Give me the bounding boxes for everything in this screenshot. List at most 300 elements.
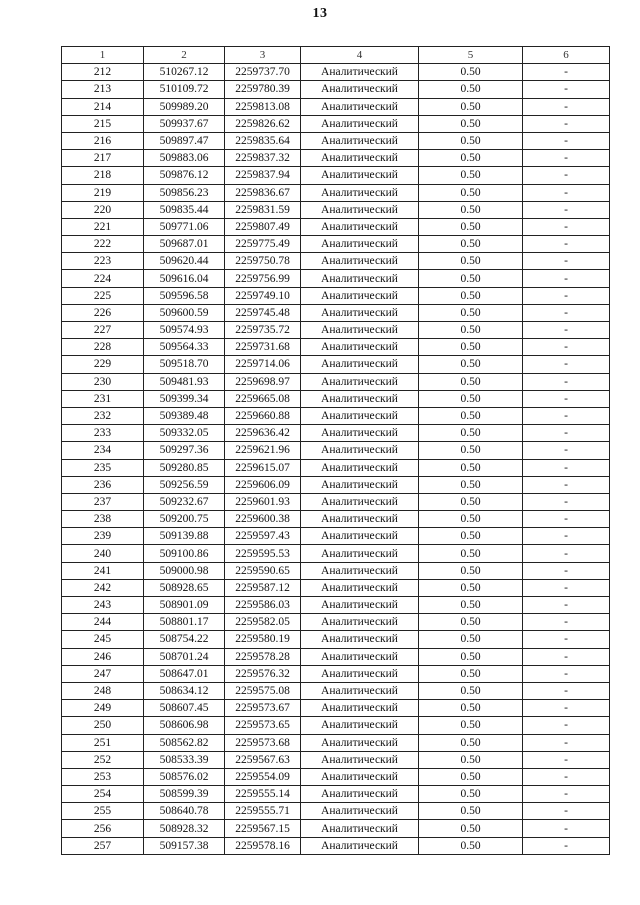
cell-method: Аналитический <box>301 115 419 132</box>
cell-point-number: 243 <box>62 597 144 614</box>
cell-point-number: 234 <box>62 442 144 459</box>
cell-method: Аналитический <box>301 81 419 98</box>
cell-method: Аналитический <box>301 803 419 820</box>
cell-x-coordinate: 509332.05 <box>144 425 225 442</box>
cell-description: - <box>523 150 610 167</box>
column-header-description: 6 <box>523 47 610 64</box>
table-row <box>62 786 610 803</box>
cell-method: Аналитический <box>301 253 419 270</box>
cell-accuracy: 0.50 <box>419 270 523 287</box>
cell-point-number: 241 <box>62 562 144 579</box>
cell-method: Аналитический <box>301 201 419 218</box>
cell-x-coordinate: 509897.47 <box>144 132 225 149</box>
cell-point-number: 246 <box>62 648 144 665</box>
cell-method: Аналитический <box>301 493 419 510</box>
cell-x-coordinate: 508647.01 <box>144 665 225 682</box>
cell-point-number: 227 <box>62 322 144 339</box>
cell-point-number: 239 <box>62 528 144 545</box>
table-row <box>62 734 610 751</box>
header-row <box>62 47 610 64</box>
cell-point-number: 221 <box>62 218 144 235</box>
cell-method: Аналитический <box>301 270 419 287</box>
cell-accuracy: 0.50 <box>419 511 523 528</box>
cell-point-number: 218 <box>62 167 144 184</box>
table-row <box>62 545 610 562</box>
cell-y-coordinate: 2259665.08 <box>225 390 301 407</box>
cell-description: - <box>523 184 610 201</box>
cell-x-coordinate: 508634.12 <box>144 682 225 699</box>
cell-x-coordinate: 509399.34 <box>144 390 225 407</box>
cell-x-coordinate: 509518.70 <box>144 356 225 373</box>
cell-method: Аналитический <box>301 700 419 717</box>
cell-description: - <box>523 734 610 751</box>
table-row <box>62 167 610 184</box>
cell-y-coordinate: 2259575.08 <box>225 682 301 699</box>
cell-accuracy: 0.50 <box>419 442 523 459</box>
cell-point-number: 247 <box>62 665 144 682</box>
cell-method: Аналитический <box>301 751 419 768</box>
cell-x-coordinate: 509100.86 <box>144 545 225 562</box>
cell-method: Аналитический <box>301 837 419 854</box>
cell-method: Аналитический <box>301 562 419 579</box>
cell-x-coordinate: 508599.39 <box>144 786 225 803</box>
cell-x-coordinate: 510109.72 <box>144 81 225 98</box>
cell-y-coordinate: 2259621.96 <box>225 442 301 459</box>
table-row <box>62 751 610 768</box>
cell-y-coordinate: 2259586.03 <box>225 597 301 614</box>
cell-accuracy: 0.50 <box>419 115 523 132</box>
table-row <box>62 339 610 356</box>
cell-x-coordinate: 508928.65 <box>144 579 225 596</box>
cell-y-coordinate: 2259573.67 <box>225 700 301 717</box>
cell-y-coordinate: 2259745.48 <box>225 304 301 321</box>
cell-point-number: 224 <box>62 270 144 287</box>
cell-x-coordinate: 509574.93 <box>144 322 225 339</box>
cell-accuracy: 0.50 <box>419 614 523 631</box>
table-row <box>62 717 610 734</box>
table-row <box>62 81 610 98</box>
table-row <box>62 184 610 201</box>
table-row <box>62 425 610 442</box>
column-header-method: 4 <box>301 47 419 64</box>
cell-point-number: 231 <box>62 390 144 407</box>
cell-method: Аналитический <box>301 150 419 167</box>
table-row <box>62 253 610 270</box>
cell-y-coordinate: 2259780.39 <box>225 81 301 98</box>
cell-accuracy: 0.50 <box>419 717 523 734</box>
cell-x-coordinate: 508901.09 <box>144 597 225 614</box>
cell-accuracy: 0.50 <box>419 528 523 545</box>
cell-x-coordinate: 508533.39 <box>144 751 225 768</box>
cell-accuracy: 0.50 <box>419 339 523 356</box>
cell-y-coordinate: 2259698.97 <box>225 373 301 390</box>
cell-accuracy: 0.50 <box>419 648 523 665</box>
cell-description: - <box>523 493 610 510</box>
table-row <box>62 820 610 837</box>
table-row <box>62 132 610 149</box>
cell-accuracy: 0.50 <box>419 201 523 218</box>
cell-method: Аналитический <box>301 786 419 803</box>
cell-description: - <box>523 682 610 699</box>
table-row <box>62 597 610 614</box>
cell-x-coordinate: 509856.23 <box>144 184 225 201</box>
cell-point-number: 222 <box>62 236 144 253</box>
cell-description: - <box>523 786 610 803</box>
cell-y-coordinate: 2259580.19 <box>225 631 301 648</box>
table-row <box>62 493 610 510</box>
cell-point-number: 235 <box>62 459 144 476</box>
cell-x-coordinate: 509232.67 <box>144 493 225 510</box>
cell-point-number: 242 <box>62 579 144 596</box>
cell-point-number: 252 <box>62 751 144 768</box>
cell-description: - <box>523 390 610 407</box>
cell-method: Аналитический <box>301 407 419 424</box>
cell-method: Аналитический <box>301 304 419 321</box>
cell-x-coordinate: 508640.78 <box>144 803 225 820</box>
cell-point-number: 217 <box>62 150 144 167</box>
cell-method: Аналитический <box>301 356 419 373</box>
cell-description: - <box>523 64 610 81</box>
table-row <box>62 373 610 390</box>
cell-x-coordinate: 509139.88 <box>144 528 225 545</box>
table-row <box>62 407 610 424</box>
cell-accuracy: 0.50 <box>419 803 523 820</box>
cell-description: - <box>523 236 610 253</box>
cell-point-number: 250 <box>62 717 144 734</box>
cell-point-number: 253 <box>62 768 144 785</box>
cell-method: Аналитический <box>301 132 419 149</box>
table-body <box>62 64 610 855</box>
cell-x-coordinate: 509000.98 <box>144 562 225 579</box>
cell-accuracy: 0.50 <box>419 64 523 81</box>
cell-method: Аналитический <box>301 528 419 545</box>
cell-point-number: 240 <box>62 545 144 562</box>
cell-x-coordinate: 509157.38 <box>144 837 225 854</box>
cell-x-coordinate: 509200.75 <box>144 511 225 528</box>
cell-method: Аналитический <box>301 442 419 459</box>
table-row <box>62 648 610 665</box>
table-row <box>62 150 610 167</box>
table-row <box>62 579 610 596</box>
cell-method: Аналитический <box>301 459 419 476</box>
cell-method: Аналитический <box>301 218 419 235</box>
table-row <box>62 837 610 854</box>
cell-y-coordinate: 2259576.32 <box>225 665 301 682</box>
cell-accuracy: 0.50 <box>419 253 523 270</box>
cell-description: - <box>523 837 610 854</box>
cell-y-coordinate: 2259775.49 <box>225 236 301 253</box>
cell-point-number: 244 <box>62 614 144 631</box>
cell-y-coordinate: 2259714.06 <box>225 356 301 373</box>
cell-description: - <box>523 511 610 528</box>
cell-x-coordinate: 509280.85 <box>144 459 225 476</box>
coordinates-table <box>61 46 610 855</box>
cell-point-number: 228 <box>62 339 144 356</box>
cell-accuracy: 0.50 <box>419 459 523 476</box>
cell-description: - <box>523 201 610 218</box>
cell-x-coordinate: 509297.36 <box>144 442 225 459</box>
cell-description: - <box>523 339 610 356</box>
cell-accuracy: 0.50 <box>419 734 523 751</box>
table-row <box>62 700 610 717</box>
cell-x-coordinate: 509687.01 <box>144 236 225 253</box>
cell-x-coordinate: 509564.33 <box>144 339 225 356</box>
cell-description: - <box>523 322 610 339</box>
cell-y-coordinate: 2259615.07 <box>225 459 301 476</box>
cell-x-coordinate: 509389.48 <box>144 407 225 424</box>
table-row <box>62 528 610 545</box>
cell-description: - <box>523 115 610 132</box>
cell-accuracy: 0.50 <box>419 184 523 201</box>
cell-description: - <box>523 820 610 837</box>
cell-accuracy: 0.50 <box>419 597 523 614</box>
table-row <box>62 614 610 631</box>
cell-accuracy: 0.50 <box>419 562 523 579</box>
cell-x-coordinate: 509600.59 <box>144 304 225 321</box>
cell-point-number: 215 <box>62 115 144 132</box>
cell-method: Аналитический <box>301 545 419 562</box>
cell-x-coordinate: 509835.44 <box>144 201 225 218</box>
column-header-accuracy: 5 <box>419 47 523 64</box>
cell-description: - <box>523 562 610 579</box>
cell-y-coordinate: 2259567.15 <box>225 820 301 837</box>
table-row <box>62 682 610 699</box>
cell-accuracy: 0.50 <box>419 150 523 167</box>
cell-y-coordinate: 2259737.70 <box>225 64 301 81</box>
table-row <box>62 98 610 115</box>
cell-point-number: 225 <box>62 287 144 304</box>
cell-description: - <box>523 597 610 614</box>
cell-x-coordinate: 508701.24 <box>144 648 225 665</box>
table-row <box>62 304 610 321</box>
cell-y-coordinate: 2259582.05 <box>225 614 301 631</box>
cell-method: Аналитический <box>301 648 419 665</box>
cell-point-number: 255 <box>62 803 144 820</box>
cell-y-coordinate: 2259600.38 <box>225 511 301 528</box>
cell-y-coordinate: 2259756.99 <box>225 270 301 287</box>
cell-accuracy: 0.50 <box>419 700 523 717</box>
cell-y-coordinate: 2259587.12 <box>225 579 301 596</box>
cell-point-number: 232 <box>62 407 144 424</box>
cell-method: Аналитический <box>301 682 419 699</box>
cell-point-number: 214 <box>62 98 144 115</box>
cell-point-number: 251 <box>62 734 144 751</box>
cell-description: - <box>523 579 610 596</box>
cell-accuracy: 0.50 <box>419 218 523 235</box>
cell-y-coordinate: 2259578.28 <box>225 648 301 665</box>
cell-y-coordinate: 2259578.16 <box>225 837 301 854</box>
table-row <box>62 64 610 81</box>
cell-description: - <box>523 648 610 665</box>
cell-accuracy: 0.50 <box>419 837 523 854</box>
cell-description: - <box>523 545 610 562</box>
cell-y-coordinate: 2259731.68 <box>225 339 301 356</box>
cell-description: - <box>523 373 610 390</box>
cell-description: - <box>523 751 610 768</box>
cell-point-number: 237 <box>62 493 144 510</box>
cell-y-coordinate: 2259606.09 <box>225 476 301 493</box>
cell-description: - <box>523 218 610 235</box>
cell-x-coordinate: 509616.04 <box>144 270 225 287</box>
table-row <box>62 270 610 287</box>
cell-point-number: 219 <box>62 184 144 201</box>
cell-point-number: 230 <box>62 373 144 390</box>
cell-y-coordinate: 2259749.10 <box>225 287 301 304</box>
cell-y-coordinate: 2259813.08 <box>225 98 301 115</box>
table-row <box>62 803 610 820</box>
cell-description: - <box>523 167 610 184</box>
cell-x-coordinate: 509937.67 <box>144 115 225 132</box>
cell-accuracy: 0.50 <box>419 304 523 321</box>
cell-description: - <box>523 717 610 734</box>
cell-description: - <box>523 304 610 321</box>
cell-x-coordinate: 509256.59 <box>144 476 225 493</box>
cell-description: - <box>523 253 610 270</box>
cell-x-coordinate: 508606.98 <box>144 717 225 734</box>
table-row <box>62 201 610 218</box>
column-header-point-number: 1 <box>62 47 144 64</box>
cell-accuracy: 0.50 <box>419 665 523 682</box>
cell-point-number: 236 <box>62 476 144 493</box>
cell-y-coordinate: 2259837.94 <box>225 167 301 184</box>
cell-y-coordinate: 2259836.67 <box>225 184 301 201</box>
cell-description: - <box>523 631 610 648</box>
table-row <box>62 356 610 373</box>
cell-accuracy: 0.50 <box>419 81 523 98</box>
cell-description: - <box>523 425 610 442</box>
cell-description: - <box>523 356 610 373</box>
cell-accuracy: 0.50 <box>419 476 523 493</box>
cell-y-coordinate: 2259554.09 <box>225 768 301 785</box>
cell-y-coordinate: 2259835.64 <box>225 132 301 149</box>
cell-description: - <box>523 459 610 476</box>
cell-y-coordinate: 2259826.62 <box>225 115 301 132</box>
cell-accuracy: 0.50 <box>419 407 523 424</box>
table-row <box>62 511 610 528</box>
table-row <box>62 287 610 304</box>
cell-point-number: 248 <box>62 682 144 699</box>
cell-description: - <box>523 614 610 631</box>
column-header-x-coordinate: 2 <box>144 47 225 64</box>
cell-accuracy: 0.50 <box>419 132 523 149</box>
table-row <box>62 218 610 235</box>
table-row <box>62 459 610 476</box>
cell-description: - <box>523 768 610 785</box>
cell-description: - <box>523 98 610 115</box>
cell-accuracy: 0.50 <box>419 751 523 768</box>
cell-accuracy: 0.50 <box>419 322 523 339</box>
cell-y-coordinate: 2259660.88 <box>225 407 301 424</box>
cell-method: Аналитический <box>301 236 419 253</box>
cell-y-coordinate: 2259555.71 <box>225 803 301 820</box>
cell-method: Аналитический <box>301 511 419 528</box>
table-row <box>62 236 610 253</box>
cell-point-number: 223 <box>62 253 144 270</box>
cell-y-coordinate: 2259573.65 <box>225 717 301 734</box>
cell-description: - <box>523 132 610 149</box>
cell-x-coordinate: 508801.17 <box>144 614 225 631</box>
cell-description: - <box>523 528 610 545</box>
table-row <box>62 115 610 132</box>
cell-y-coordinate: 2259590.65 <box>225 562 301 579</box>
cell-accuracy: 0.50 <box>419 545 523 562</box>
cell-method: Аналитический <box>301 717 419 734</box>
cell-point-number: 226 <box>62 304 144 321</box>
cell-method: Аналитический <box>301 597 419 614</box>
cell-point-number: 212 <box>62 64 144 81</box>
cell-y-coordinate: 2259735.72 <box>225 322 301 339</box>
cell-method: Аналитический <box>301 579 419 596</box>
cell-accuracy: 0.50 <box>419 820 523 837</box>
table-row <box>62 390 610 407</box>
table-row <box>62 476 610 493</box>
cell-point-number: 257 <box>62 837 144 854</box>
cell-x-coordinate: 510267.12 <box>144 64 225 81</box>
cell-y-coordinate: 2259807.49 <box>225 218 301 235</box>
table-row <box>62 322 610 339</box>
cell-method: Аналитический <box>301 820 419 837</box>
cell-accuracy: 0.50 <box>419 356 523 373</box>
cell-y-coordinate: 2259601.93 <box>225 493 301 510</box>
cell-method: Аналитический <box>301 614 419 631</box>
cell-y-coordinate: 2259831.59 <box>225 201 301 218</box>
cell-method: Аналитический <box>301 339 419 356</box>
cell-point-number: 249 <box>62 700 144 717</box>
cell-point-number: 213 <box>62 81 144 98</box>
cell-description: - <box>523 287 610 304</box>
cell-description: - <box>523 700 610 717</box>
cell-x-coordinate: 509989.20 <box>144 98 225 115</box>
cell-method: Аналитический <box>301 373 419 390</box>
cell-point-number: 245 <box>62 631 144 648</box>
table-header <box>62 47 610 64</box>
cell-y-coordinate: 2259573.68 <box>225 734 301 751</box>
cell-y-coordinate: 2259636.42 <box>225 425 301 442</box>
cell-method: Аналитический <box>301 476 419 493</box>
cell-method: Аналитический <box>301 390 419 407</box>
cell-point-number: 238 <box>62 511 144 528</box>
cell-description: - <box>523 407 610 424</box>
cell-method: Аналитический <box>301 98 419 115</box>
cell-point-number: 256 <box>62 820 144 837</box>
table-row <box>62 442 610 459</box>
cell-description: - <box>523 270 610 287</box>
cell-method: Аналитический <box>301 665 419 682</box>
cell-point-number: 220 <box>62 201 144 218</box>
column-header-y-coordinate: 3 <box>225 47 301 64</box>
page-number: 13 <box>312 6 328 21</box>
cell-x-coordinate: 509883.06 <box>144 150 225 167</box>
cell-method: Аналитический <box>301 425 419 442</box>
cell-description: - <box>523 803 610 820</box>
cell-point-number: 233 <box>62 425 144 442</box>
cell-x-coordinate: 508576.02 <box>144 768 225 785</box>
cell-accuracy: 0.50 <box>419 167 523 184</box>
cell-accuracy: 0.50 <box>419 631 523 648</box>
cell-accuracy: 0.50 <box>419 390 523 407</box>
cell-accuracy: 0.50 <box>419 373 523 390</box>
cell-method: Аналитический <box>301 167 419 184</box>
table-row <box>62 665 610 682</box>
cell-description: - <box>523 665 610 682</box>
cell-accuracy: 0.50 <box>419 768 523 785</box>
cell-x-coordinate: 508754.22 <box>144 631 225 648</box>
cell-x-coordinate: 509481.93 <box>144 373 225 390</box>
table-row <box>62 562 610 579</box>
cell-x-coordinate: 508562.82 <box>144 734 225 751</box>
cell-method: Аналитический <box>301 631 419 648</box>
cell-x-coordinate: 508607.45 <box>144 700 225 717</box>
